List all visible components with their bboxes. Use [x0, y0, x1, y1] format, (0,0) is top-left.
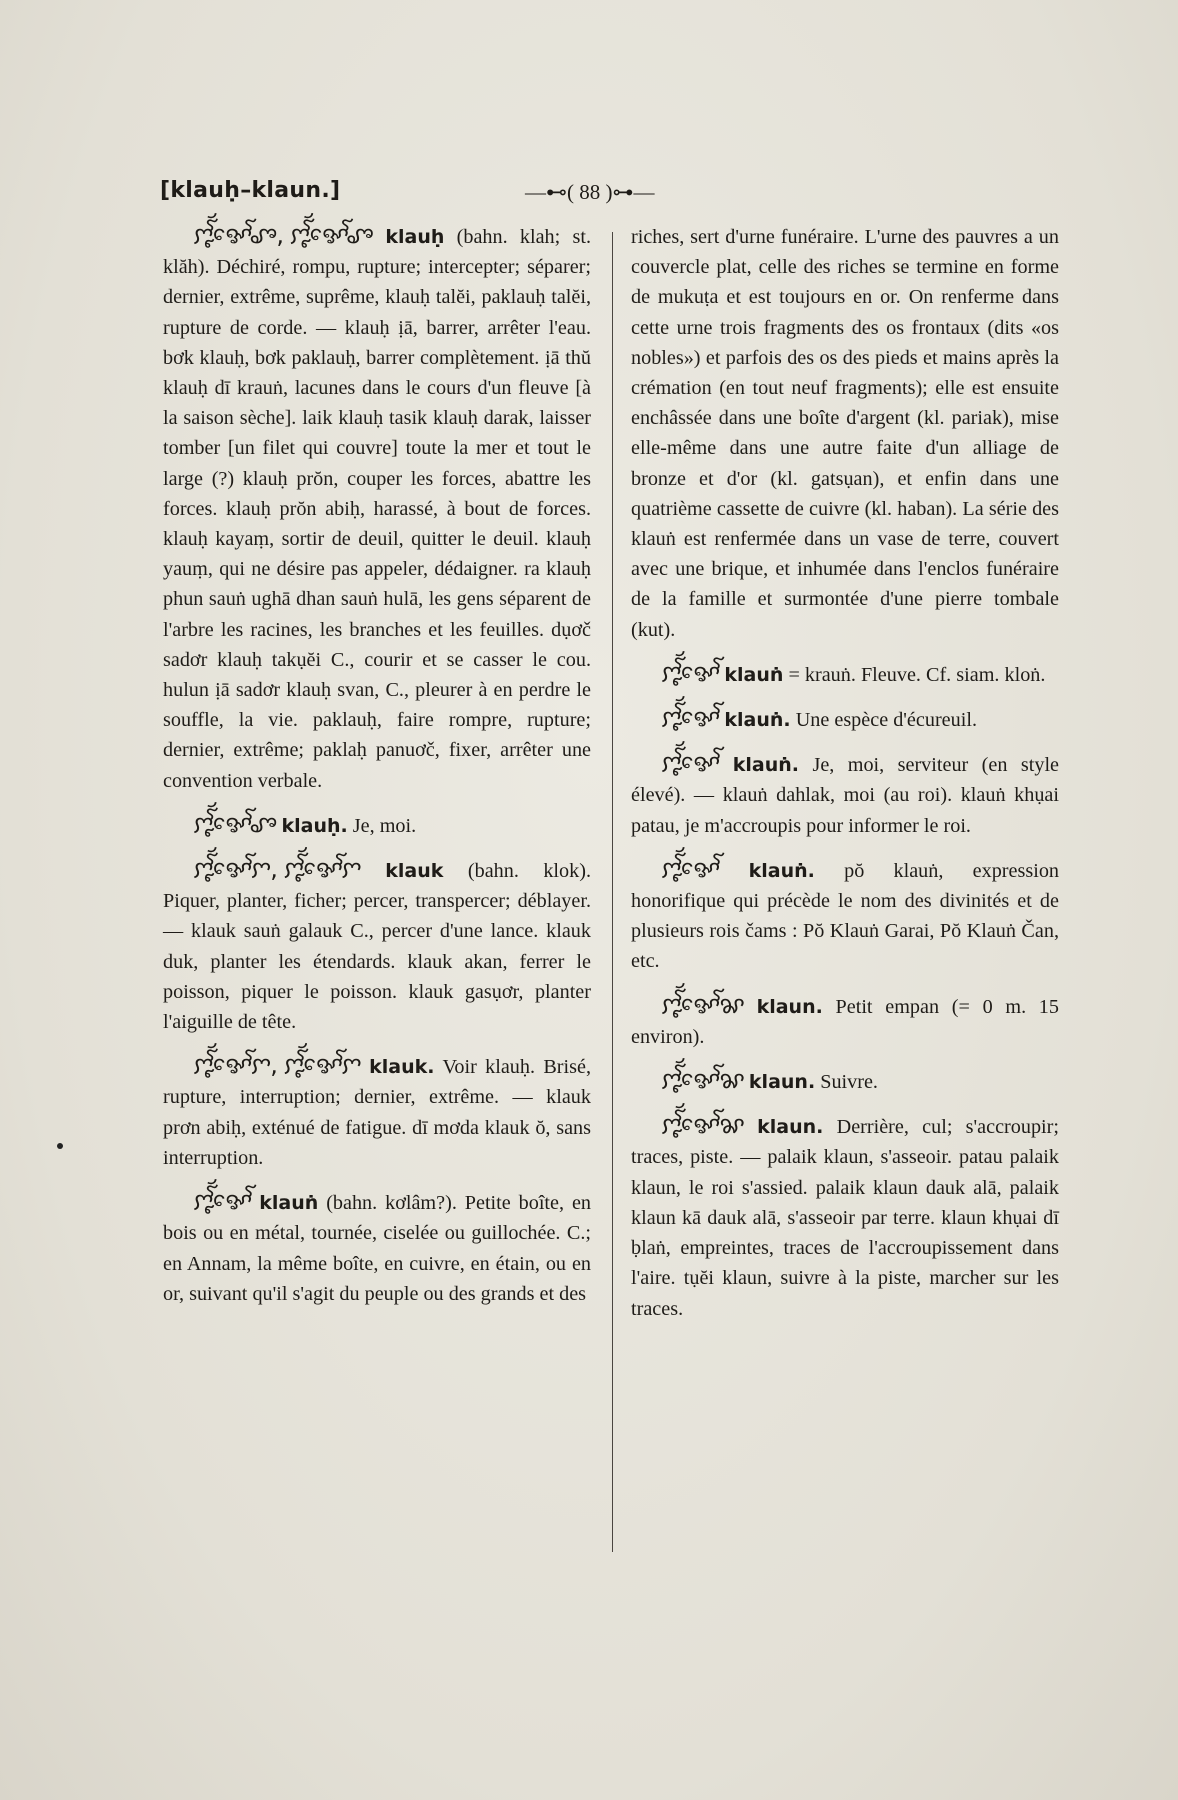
definition: (bahn. klok). Piquer, planter, ficher; percer, transpercer; déblayer. — klauk sauṅ galauk C., percer d'une lance. klauk duk, planter les étendards. klauk akan, ferrer le poisson, piquer le poisson. klauk gasụơr, planter l'aiguille de tête.	[163, 860, 591, 1034]
running-head: [klauḥ–klaun.]	[160, 178, 341, 203]
entry-klauh-2	[163, 811, 591, 841]
definition: Je, moi.	[352, 814, 417, 837]
definition: Une espèce d'écureuil.	[795, 709, 977, 732]
definition: Derrière, cul; s'accroupir; traces, piste. — palaik klaun, s'asseoir. patau palaik klaun, le roi s'assied. palaik klaun dauk alā, palaik klaun kā dauk alā, s'asseoir par terre. klaun khụai dī ḅlaṅ, empreintes, traces de l'accroupissement dans l'aire. tụĕi klaun, suivre à la piste, marcher sur les traces.	[631, 1116, 1059, 1320]
cham-script: ꨆꨵꨮꨱꨀꨯꨱ	[661, 854, 720, 883]
definition: Voir klauḥ. Brisé, rupture, interruption; dernier, extrême. — klauk prơn abiḥ, exténué de fatigue. dī mơda klauk ŏ, sans interruption.	[163, 1056, 591, 1169]
entry-continuation	[631, 222, 1059, 645]
headword: klauṅ.	[732, 754, 800, 777]
definition: (bahn. kơlâm?). Petite boîte, en bois ou en métal, tournée, ciselée ou guillochée. C.; en Annam, la même boîte, en cuivre, en étain, ou en or, suivant qu'il s'agit du peuple ou des grands et des	[163, 1192, 592, 1305]
cham-script: ꨆꨵꨮꨱꨀꨯꨱꨆ, ꨆꨵꨮꨱꨀꨯꨱꨆ	[193, 855, 361, 884]
definition: = krauṅ. Fleuve. Cf. siam. kloṅ.	[788, 663, 1046, 686]
column-rule	[612, 232, 613, 1552]
definition: Suivre.	[820, 1071, 878, 1094]
headword: klauṅ.	[724, 709, 791, 732]
definition: pŏ klauṅ, expression honorifique qui précède le nom des divinités et de plusieurs rois čams : Pŏ Klauṅ Garai, Pŏ Klauṅ Čan, etc.	[631, 859, 1060, 973]
headword: klauḥ.	[281, 814, 348, 837]
entry-klaun-river	[631, 660, 1059, 690]
entry-klaun-follow	[631, 1067, 1059, 1097]
headword: klauṅ	[724, 663, 784, 686]
cham-script: ꨆꨵꨮꨱꨀꨯꨱꨆ, ꨆꨵꨮꨱꨀꨯꨱꨆ	[193, 1051, 361, 1080]
entry-klaun-honorific	[631, 856, 1059, 977]
entry-klauk-1	[163, 856, 591, 1037]
cham-script: ꨆꨵꨮꨱꨀꨯꨱꨨ, ꨆꨵꨮꨱꨀꨯꨱꨨ	[193, 221, 374, 249]
cham-script: ꨆꨵꨮꨱꨀꨯꨱꨨ	[193, 809, 277, 838]
cham-script: ꨆꨵꨮꨱꨀꨯꨱ	[193, 1187, 252, 1216]
column-right	[631, 222, 1059, 1339]
margin-dot	[57, 1143, 63, 1149]
definition: Petit empan (= 0 m. 15 environ).	[631, 995, 1059, 1048]
headword: klauṅ	[259, 1192, 319, 1215]
cham-script: ꨆꨵꨮꨱꨀꨯꨱꨗ	[661, 990, 744, 1019]
definition: (bahn. klah; st. klăh). Déchiré, rompu, rupture; intercepter; séparer; dernier, extrême, suprême, klauḥ talĕi, paklauḥ talĕi, rupture de corde. — klauḥ ịā, barrer, arrêter l'eau. bơk klauḥ, bơk paklauḥ, barrer complètement. ịā thŭ klauḥ dī krauṅ, lacunes dans le cours d'un fleuve [à la saison sèche]. laik klauḥ tasik klauḥ darak, laisser tomber [un filet qui couvre] toute la mer et tout le large (?) klauḥ prŏn, couper les forces, abattre les forces. klauḥ prŏn abiḥ, harassé, à bout de forces. klauḥ kayaṃ, sortir de deuil, quitter le deuil. klauḥ yauṃ, qui ne désire pas appeler, dédaigner. ra klauḥ phun sauṅ ughā dhan sauṅ hulā, les gens séparent de l'arbre les racines, les branches et les feuilles. dụơč sadơr klauḥ takụĕi C., courir et se casser le cou. hulun ịā sadơr klauḥ svan, C., pleurer à en perdre le souffle, la vie. paklauḥ, faire rompre, rupture; dernier, extrême; paklaḥ panuơč, fixer, arrêter une convention verbale.	[163, 226, 592, 792]
cham-script: ꨆꨵꨮꨱꨀꨯꨱ	[661, 749, 720, 778]
definition: Je, moi, serviteur (en style élevé). — klauṅ dahlak, moi (au roi). klauṅ khụai patau, je m'accroupis pour informer le roi.	[631, 754, 1060, 837]
cham-script: ꨆꨵꨮꨱꨀꨯꨱ	[661, 658, 720, 687]
page-number: —⊷( 88 )⊶—	[525, 180, 655, 204]
cham-script: ꨆꨵꨮꨱꨀꨯꨱꨗ	[661, 1111, 744, 1140]
cham-script: ꨆꨵꨮꨱꨀꨯꨱ	[661, 704, 720, 733]
entry-klaun-squirrel	[631, 705, 1059, 735]
headword: klauṅ.	[748, 859, 815, 882]
cham-script: ꨆꨵꨮꨱꨀꨯꨱꨗ	[661, 1066, 744, 1095]
headword: klaun.	[748, 1071, 816, 1094]
headword: klauk	[385, 860, 444, 883]
entry-klaun-span	[631, 992, 1059, 1052]
headword: klauk.	[369, 1056, 435, 1079]
entry-klauk-2	[163, 1052, 591, 1173]
definition: riches, sert d'urne funéraire. L'urne des pauvres a un couvercle plat, celle des riches se termine en forme de mukuṭa et est toujours en or. On renferme dans cette urne trois fragments des os frontaux (dits «os nobles») et parfois des os des pieds et mains après la crémation (en tout neuf fragments); elle est ensuite enchâssée dans une boîte d'argent (kl. pariak), mise elle-même dans une autre faite d'un alliage de bronze et d'or (kl. gatsụan), et enfin dans une quatrième cassette de cuivre (kl. haban). La série des klauṅ est renfermée dans un vase de terre, couvert avec une brique, et inhumée dans l'enclos funéraire de la famille et surmontée d'une pierre tombale (kut).	[631, 226, 1059, 641]
headword: klauḥ	[385, 226, 445, 248]
headword: klaun.	[757, 1116, 824, 1139]
entry-klaun-servant	[631, 750, 1059, 841]
entry-klauh-1	[163, 222, 591, 796]
page-header	[160, 178, 700, 218]
headword: klaun.	[756, 995, 823, 1018]
column-left	[163, 222, 591, 1324]
entry-klaun-behind	[631, 1112, 1059, 1323]
entry-klaun-box	[163, 1188, 591, 1309]
